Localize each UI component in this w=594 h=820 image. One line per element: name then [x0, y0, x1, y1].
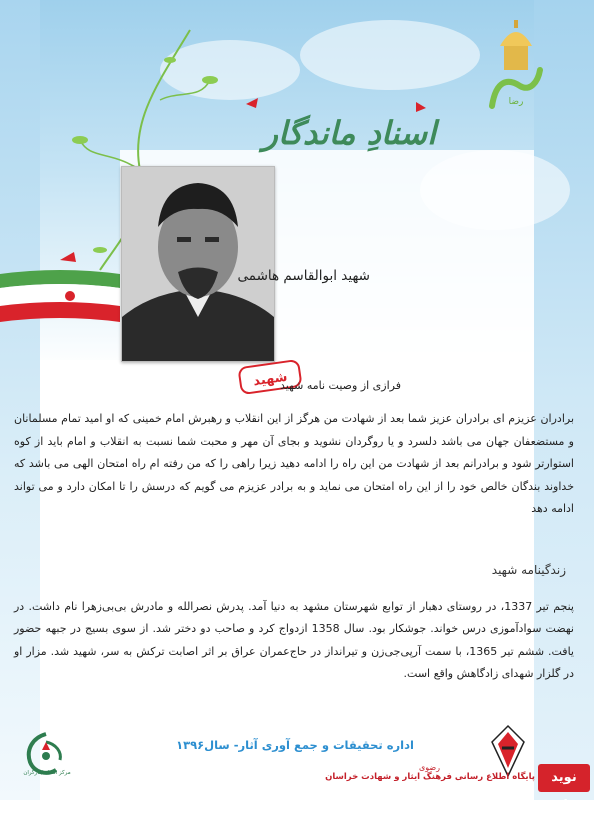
documentation-center-logo-icon — [16, 728, 76, 786]
martyr-photo — [121, 166, 275, 362]
navid-shahed-brand: نوید شاهد — [538, 764, 590, 792]
biography-text: پنجم تیر 1337، در روستای دهبار از توابع شهرستان مشهد به دنیا آمد. پدرش نصرالله و مادرش بی‌بی‌زهرا نام داشت. در نهضت سوادآموزی درس خواند. جوشکار بود. سال 1358 ازدواج کرد و صاحب دو دختر شد. از سوی بسیج در جبهه حضور یافت. ششم تیر 1365، با سمت آرپی‌جی‌زن و تیرانداز در حاج‌عمران عراق بر اثر اصابت ترکش به سر، شهید شد. مزار او در گلزار شهدای زادگاهش واقع است. — [14, 600, 574, 681]
shrine-emblem-icon — [486, 20, 546, 110]
biography-heading: زندگینامه شهید — [491, 563, 566, 577]
heading-title: اسنادِ ماندگار — [262, 114, 436, 152]
footer-department: اداره تحقیقات و جمع آوری آثار- سال۱۳۹۶ — [176, 738, 414, 752]
stamp-label: شهید — [252, 369, 289, 390]
portrait-image — [122, 167, 274, 361]
iran-flag-icon — [0, 268, 120, 326]
banner-subtitle: رضوی — [418, 763, 440, 772]
will-excerpt-title: فرازی از وصیت نامه شهید — [279, 379, 401, 392]
will-text: برادران عزیزم ای برادران عزیز شما بعد از شهادت من هرگز از این انقلاب و رهبرش امام خمینی که او امید تمام مسلمانان و مستضعفان جهان می باشد دلسرد و یا روگردان نشوید و بجای آن مهر و محبت شما نسبت به انقلاب و امام باید از کوه استوارتر شود و برادرانم بعد از شهادت من این راه را ادامه دهید زیرا راهی را که من رفته ام راه امتحان الهی می باشد که خداوند بندگان خالص خود را از این راه امتحان می نماید و به برادر عزیزم می گویم که درسش را تا امکان دارد و می تواند ادامه دهد — [14, 412, 574, 516]
martyr-name: شهید ابوالقاسم هاشمی — [237, 268, 370, 284]
heading-calligraphy — [236, 86, 446, 176]
left-logo-caption: مرکز اسناد ایثارگران — [23, 770, 71, 776]
emblem-label: رضا — [508, 97, 524, 107]
cloud-decoration — [300, 20, 480, 90]
banner-tagline: پایگاه اطلاع رسانی فرهنگ ایثار و شهادت خراسان — [325, 772, 535, 782]
